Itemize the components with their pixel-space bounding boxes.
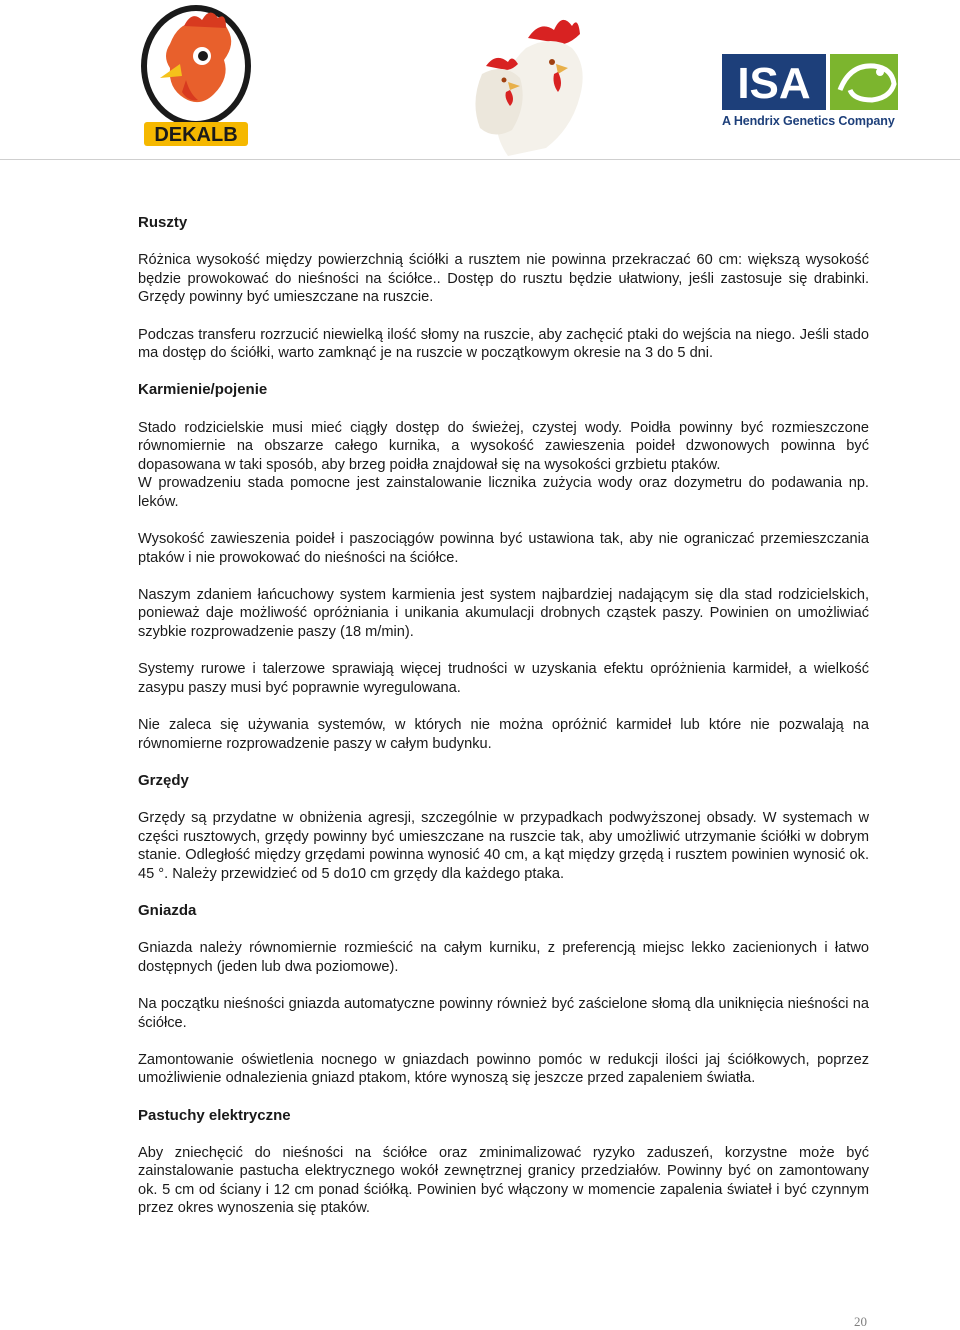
section-heading-gniazda: Gniazda: [138, 901, 197, 919]
paragraph: Podczas transferu rozrzucić niewielką ilość słomy na ruszcie, aby zachęcić ptaki do wejścia na niego. Jeśli stado ma dostęp do ściółki, warto zamknąć je na ruszcie w początkowym okresie na 3 do 5 dni.: [138, 326, 869, 362]
dekalb-logo: [140, 4, 252, 150]
section-heading-ruszty: Ruszty: [138, 214, 188, 231]
page-header: [0, 0, 960, 160]
paragraph: Aby zniechęcić do nieśności na ściółce oraz zminimalizować ryzyko zaduszeń, korzystne może być zainstalowanie pastucha elektrycznego wokół zewnętrznej granicy przedziałów. Powinny być on zamontowany ok. 5 cm od ściany i 12 cm ponad ściółką. Powinien być włączony w momencie zapalenia świateł i być czynnym przez okres wynoszenia się ptaków.: [138, 1144, 869, 1217]
paragraph: Różnica wysokość między powierzchnią ściółki a rusztem nie powinna przekraczać 60 cm: większą wysokość będzie prowokować do nieśności na ściółce.. Dostęp do rusztu będzie ułatwiony, jeśli zastosuje się drabinki. Grzędy powinny być umieszczane na ruszcie.: [138, 252, 869, 306]
isa-logo: [722, 50, 902, 134]
page-number: 20: [854, 1314, 867, 1329]
section-heading-karmienie: Karmienie/pojenie: [138, 381, 268, 399]
isa-tagline: A Hendrix Genetics Company: [722, 114, 895, 128]
paragraph: Stado rodzicielskie musi mieć ciągły dostęp do świeżej, czystej wody. Poidła powinny być rozmieszczone równomiernie na obszarze całego kurnika, a wysokość zawieszenia poideł dzwonowych powinna być dopasowana w taki sposób, aby brzeg poidła znajdował się na wysokości grzbietu ptaków.: [138, 419, 869, 473]
paragraph: Zamontowanie oświetlenia nocnego w gniazdach powinno pomóc w redukcji ilości jaj ściółkowych, poprzez umożliwienie odnalezienia gniazd ptakom, które wynoszą się jeszcze przed zapaleniem światła.: [138, 1051, 869, 1087]
header-divider: [0, 159, 960, 160]
paragraph: Gniazda należy równomiernie rozmieścić na całym kurniku, z preferencją miejsc lekko zacienionych i łatwo dostępnych (jeden lub dwa poziomowe).: [138, 940, 869, 975]
paragraph: Na początku nieśności gniazda automatyczne powinny również być zaścielone słomą dla uniknięcia nieśności na ściółce.: [138, 995, 869, 1031]
paragraph: Systemy rurowe i talerzowe sprawiają więcej trudności w uzyskania efektu opróżnienia karmideł, a wielkość zasypu paszy musi być poprawnie wyregulowana.: [138, 661, 869, 696]
isa-logo-mark: [722, 50, 902, 112]
document-body: [138, 214, 869, 1218]
svg-text:DEKALB: DEKALB: [154, 124, 238, 146]
paragraph: Wysokość zawieszenia poideł i paszociągów powinna być ustawiona tak, aby nie ograniczać przemieszczania ptaków i nie prowokować do nieśności na ściółce.: [138, 531, 869, 566]
hens-illustration: [468, 8, 608, 156]
paragraph: Nie zaleca się używania systemów, w których nie można opróżnić karmideł lub które nie pozwalają na równomierne rozprowadzenie paszy w całym budynku.: [138, 717, 869, 752]
section-heading-grzedy: Grzędy: [138, 771, 189, 789]
paragraph: W prowadzeniu stada pomocne jest zainstalowanie licznika zużycia wody oraz dozymetru do podawania np. leków.: [138, 475, 869, 510]
paragraph: Grzędy są przydatne w obniżenia agresji, szczególnie w przypadkach podwyższonej obsady. W systemach w części rusztowych, grzędy powinny być umieszczane na ruszcie tak, aby umożliwić utrzymanie ściółki w dobrym stanie. Odległość między grzędami powinna wynosić 40 cm, a kąt między grzędą i rusztem powinien wynosić ok. 45 °. Należy przewidzieć od 5 do10 cm grzędy dla każdego ptaka.: [138, 810, 869, 882]
svg-text:ISA: ISA: [737, 59, 811, 108]
paragraph: Naszym zdaniem łańcuchowy system karmienia jest system najbardziej nadającym się dla stad rodzicielskich, ponieważ daje możliwość opróżniania i unikania akumulacji drobnych cząstek paszy. Powinien on umożliwiać szybkie rozprowadzenie paszy (18 m/min).: [138, 586, 869, 641]
section-heading-pastuchy: Pastuchy elektryczne: [138, 1106, 291, 1124]
